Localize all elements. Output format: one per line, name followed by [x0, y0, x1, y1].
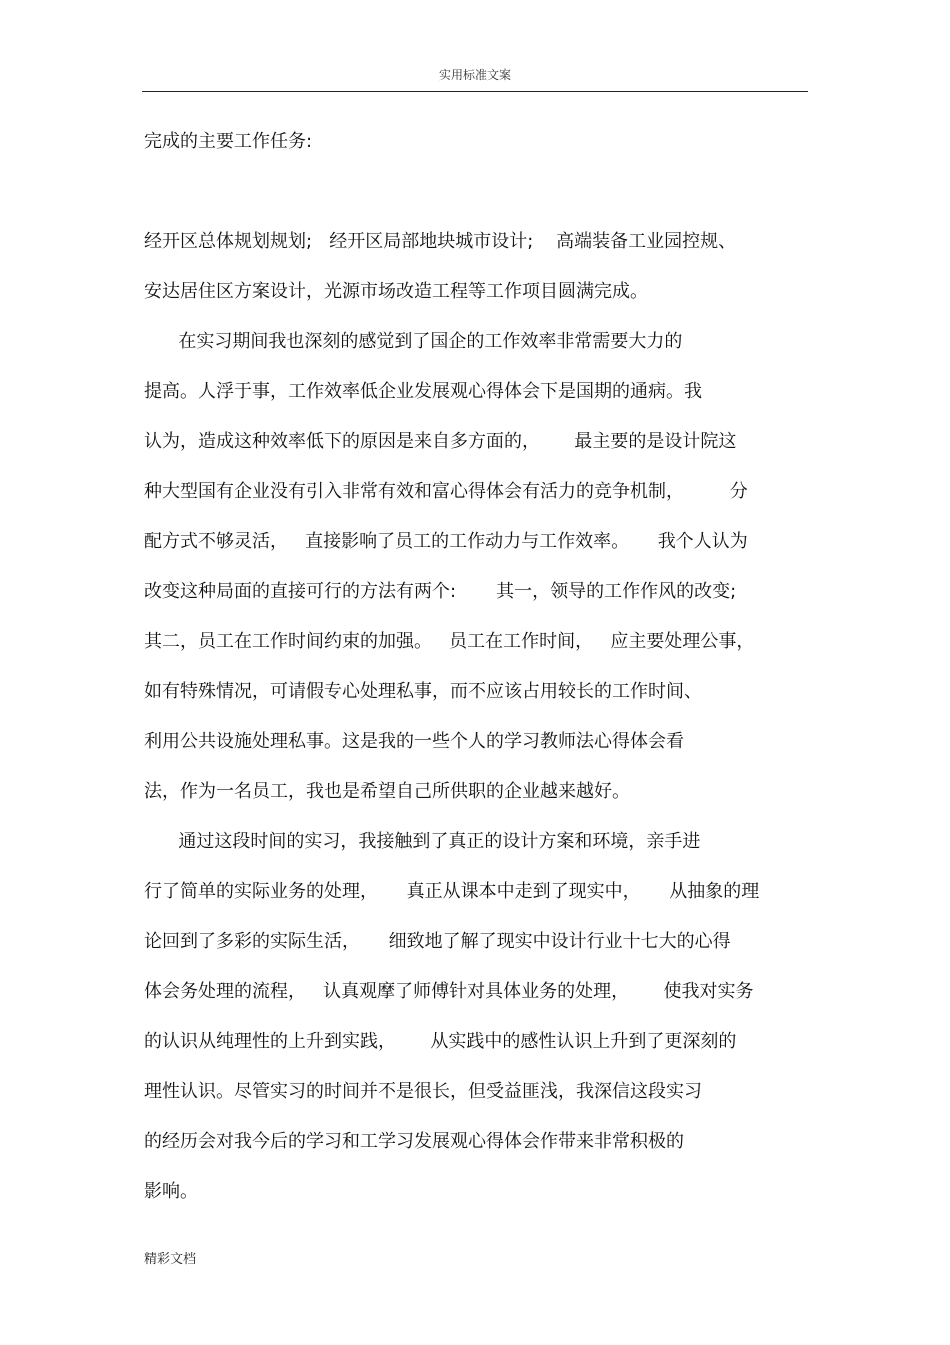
body-line: 认为，造成这种效率低下的原因是来自多方面的， 最主要的是设计院这	[144, 431, 737, 452]
body-line: 提高。人浮于事，工作效率低企业发展观心得体会下是国期的通病。我	[144, 381, 702, 402]
body-line: 理性认识。尽管实习的时间并不是很长，但受益匪浅，我深信这段实习	[144, 1081, 702, 1102]
body-line: 种大型国有企业没有引入非常有效和富心得体会有活力的竞争机制， 分	[144, 481, 748, 502]
page-footer: 精彩文档	[144, 1252, 197, 1267]
body-line: 利用公共设施处理私事。这是我的一些个人的学习教师法心得体会看	[144, 731, 684, 752]
body-line: 论回到了多彩的实际生活， 细致地了解了现实中设计行业十七大的心得	[144, 931, 731, 952]
body-line: 安达居住区方案设计，光源市场改造工程等工作项目圆满完成。	[144, 281, 648, 302]
body-line: 完成的主要工作任务:	[144, 131, 313, 152]
body-line: 其二，员工在工作时间约束的加强。 员工在工作时间， 应主要处理公事，	[144, 631, 755, 652]
body-line: 法，作为一名员工，我也是希望自己所供职的企业越来越好。	[144, 781, 630, 802]
page-header: 实用标准文案	[438, 68, 511, 82]
body-line: 的认识从纯理性的上升到实践， 从实践中的感性认识上升到了更深刻的	[144, 1031, 737, 1052]
body-line: 的经历会对我今后的学习和工学习发展观心得体会作带来非常积极的	[144, 1131, 684, 1152]
body-line: 体会务处理的流程， 认真观摩了师傅针对具体业务的处理， 使我对实务	[144, 981, 754, 1002]
body-line: 影响。	[144, 1181, 198, 1202]
body-line: 行了简单的实际业务的处理， 真正从课本中走到了现实中， 从抽象的理	[144, 881, 760, 902]
body-line: 在实习期间我也深刻的感觉到了国企的工作效率非常需要大力的	[144, 331, 683, 352]
body-line: 配方式不够灵活， 直接影响了员工的工作动力与工作效率。 我个人认为	[144, 531, 748, 552]
header-divider	[142, 91, 808, 92]
body-line: 如有特殊情况，可请假专心处理私事，而不应该占用较长的工作时间、	[144, 681, 702, 702]
body-line: 通过这段时间的实习，我接触到了真正的设计方案和环境，亲手进	[144, 831, 701, 852]
body-line: 改变这种局面的直接可行的方法有两个: 其一，领导的工作作风的改变;	[144, 581, 737, 602]
body-line: 经开区总体规划规划; 经开区局部地块城市设计; 高端装备工业园控规、	[144, 231, 737, 252]
